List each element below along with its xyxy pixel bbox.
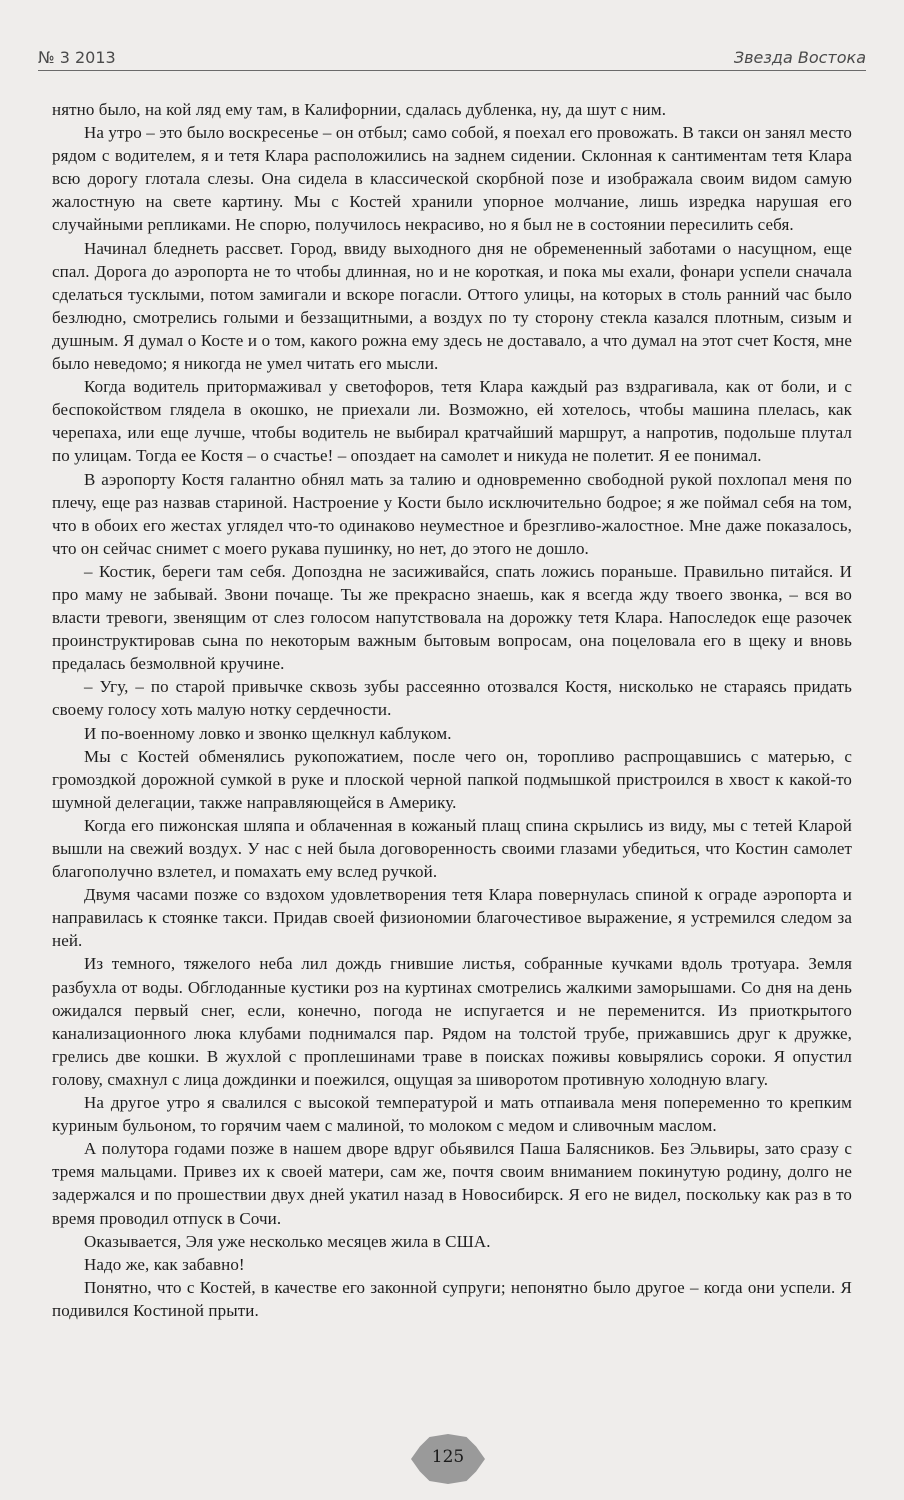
- paragraph: В аэропорту Костя галантно обнял мать за талию и одновременно свободной рукой похлопал меня по плечу, еще раз назвав стариной. Настроение у Кости было исключительно бодрое; я же поймал себя на том, что в обоих его жестах углядел что-то одинаково неуместное и брезгливо-жалостное. Мне даже показалось, что он сейчас снимет с моего рукава пушинку, но нет, до этого не дошло.: [52, 469, 852, 558]
- paragraph: И по-военному ловко и звонко щелкнул каблуком.: [84, 723, 452, 743]
- paragraph: Из темного, тяжелого неба лил дождь гнившие листья, собранные кучками вдоль тротуара. Земля разбухла от воды. Обглоданные кустики роз на куртинах смотрелись жалкими заморышами. Со дня на день ожидался первый снег, если, конечно, погода не испугается и не переменится. Из приоткрытого канализационного люка клубами поднимался пар. Рядом на толстой трубе, прижавшись друг к дружке, грелись две кошки. В жухлой с проплешинами траве в поисках поживы ковырялись сороки. Я опустил голову, смахнул с лица дождинки и поежился, ощущая за шиворотом противную холодную влагу.: [52, 954, 852, 1089]
- journal-title: Звезда Востока: [733, 48, 866, 67]
- issue-number: № 3 2013: [38, 48, 116, 67]
- paragraph: Надо же, как забавно!: [84, 1254, 245, 1274]
- paragraph: Мы с Костей обменялись рукопожатием, после чего он, торопливо распрощавшись с матерью, с громоздкой дорожной сумкой в руке и плоской черной папкой подмышкой пристроился в хвост к какой-то шумной делегации, также направляющейся в Америку.: [52, 746, 852, 812]
- page-number-badge: [411, 1434, 485, 1484]
- paragraph: Понятно, что с Костей, в качестве его законной супруги; непонятно было другое – когда они успели. Я подивился Костиной прыти.: [52, 1277, 852, 1320]
- paragraph: – Костик, береги там себя. Допоздна не засиживайся, спать ложись пораньше. Правильно питайся. И про маму не забывай. Звони почаще. Ты же прекрасно знаешь, как я всегда жду твоего звонка, – вся во власти тревоги, звенящим от слез голосом напутствовала на дорожку тетя Клара. Напоследок еще разочек проинструктировав сына по некоторым важным бытовым вопросам, она поцеловала его в щеку и вновь предалась безмолвной кручине.: [52, 561, 852, 674]
- page-text: [52, 98, 852, 1322]
- paragraph: На утро – это было воскресенье – он отбыл; само собой, я поехал его провожать. В такси он занял место рядом с водителем, я и тетя Клара расположились на заднем сидении. Склонная к сантиментам тетя Клара всю дорогу глотала слезы. Она сидела в классической скорбной позе и изображала своим видом самую жалостную на свете картину. Мы с Костей хранили упорное молчание, лишь изредка нарушая его случайными репликами. Не спорю, получилось некрасиво, но я был не в состоянии пересилить себя.: [52, 123, 852, 235]
- paragraph: Когда его пижонская шляпа и облаченная в кожаный плащ спина скрылись из виду, мы с тетей Кларой вышли на свежий воздух. У нас с ней была договоренность своими глазами убедиться, что Костин самолет благополучно взлетел, и помахать ему вслед ручкой.: [52, 815, 852, 882]
- paragraph: Когда водитель притормаживал у светофоров, тетя Клара каждый раз вздрагивала, как от боли, и с беспокойством глядела в окошко, не приехали ли. Возможно, ей хотелось, чтобы машина плелась, как черепаха, или еще лучше, чтобы водитель не выбирал кратчайший маршрут, а напротив, подольше плутал по улицам. Тогда ее Костя – о счастье! – опоздает на самолет и никуда не полетит. Я ее понимал.: [52, 377, 852, 466]
- paragraph: Двумя часами позже со вздохом удовлетворения тетя Клара повернулась спиной к ограде аэропорта и направилась к стоянке такси. Придав своей физиономии благочестивое выражение, я устремился следом за ней.: [52, 885, 852, 951]
- paragraph: Оказывается, Эля уже несколько месяцев жила в США.: [84, 1231, 491, 1251]
- paragraph: На другое утро я свалился с высокой температурой и мать отпаивала меня попеременно то крепким куриным бульоном, то горячим чаем с малиной, то молоком с медом и сливочным маслом.: [52, 1093, 852, 1136]
- running-header: [38, 44, 866, 74]
- header-rule: [38, 70, 866, 71]
- paragraph: нятно было, на кой ляд ему там, в Калифорнии, сдалась дубленка, ну, да шут с ним.: [52, 100, 667, 119]
- paragraph: – Угу, – по старой привычке сквозь зубы рассеянно отозвался Костя, нисколько не стараясь придать своему голосу хоть малую нотку сердечности.: [52, 677, 852, 720]
- page-number: 125: [431, 1447, 465, 1467]
- paragraph: А полутора годами позже в нашем дворе вдруг обьявился Паша Балясников. Без Эльвиры, зато сразу с тремя мальцами. Привез их к своей матери, сам же, почтя своим вниманием покинутую родину, долго не задержался и по прошествии двух дней укатил назад в Новосибирск. Я его не видел, поскольку как раз в то время проводил отпуск в Сочи.: [52, 1139, 852, 1228]
- paragraph: Начинал бледнеть рассвет. Город, ввиду выходного дня не обремененный заботами о насущном, еще спал. Дорога до аэропорта не то чтобы длинная, но и не короткая, и пока мы ехали, фонари успели сначала сделаться тусклыми, потом замигали и вскоре погасли. Оттого улицы, на которых в столь ранний час было безлюдно, смотрелись голыми и беззащитными, а воздух по ту сторону стекла казался плотным, сизым и душным. Я думал о Косте и о том, какого рожна ему здесь не доставало, а что думал на этот счет Костя, мне было неведомо; я никогда не умел читать его мысли.: [52, 238, 852, 374]
